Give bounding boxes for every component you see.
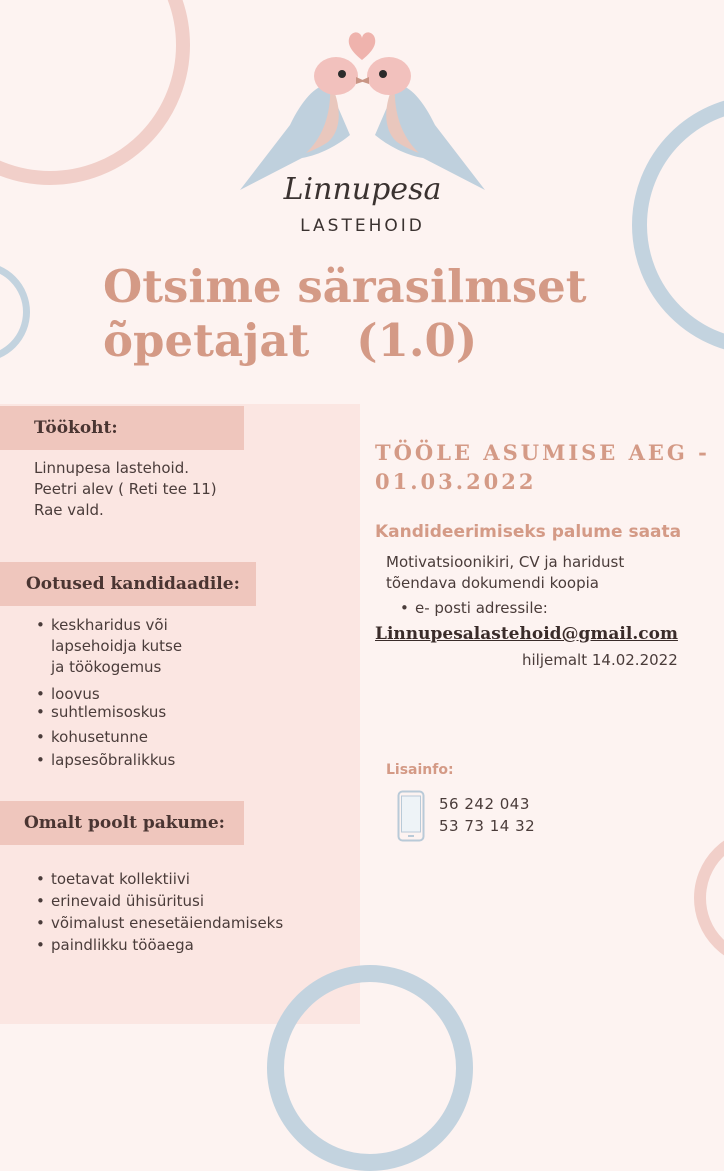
decorative-ring-left — [0, 262, 30, 362]
apply-bullet-list — [398, 598, 548, 619]
workplace-address — [34, 458, 217, 521]
list-item: • kohusetunne — [34, 727, 334, 748]
start-date-heading — [375, 438, 710, 496]
phone-numbers — [439, 793, 535, 837]
decorative-ring-top-left — [0, 0, 190, 185]
email-link[interactable]: Linnupesalastehoid@gmail.com — [375, 624, 678, 644]
list-item: • paindlikku tööaega — [34, 935, 334, 956]
info-label: Lisainfo: — [386, 762, 454, 778]
decorative-ring-bottom-right — [694, 828, 724, 968]
list-item: • loovus — [34, 684, 334, 705]
headline-line-1: Otsime särasilmset — [103, 260, 587, 313]
brand-name: Linnupesa — [283, 172, 442, 207]
phone-number-2: 53 73 14 32 — [439, 817, 536, 835]
list-item: • võimalust enesetäiendamiseks — [34, 913, 334, 934]
start-date-line-2: 01.03.2022 — [375, 469, 537, 494]
list-item: • suhtlemisoskus — [34, 702, 334, 723]
phone-number-1: 56 242 043 — [439, 795, 530, 813]
list-item: • toetavat kollektiivi — [34, 869, 334, 890]
list-item: • lapsesõbralikkus — [34, 750, 334, 771]
decorative-ring-bottom — [267, 965, 473, 1171]
apply-title: Kandideerimiseks palume saata — [375, 522, 682, 542]
offer-label: Omalt poolt pakume: — [0, 801, 244, 845]
phone-icon — [397, 790, 425, 842]
list-item: • erinevaid ühisüritusi — [34, 891, 334, 912]
list-item: • e- posti adressile: — [398, 598, 548, 619]
apply-line-2: tõendava dokumendi koopia — [386, 574, 599, 592]
workplace-label: Töökoht: — [0, 406, 244, 450]
apply-text — [386, 552, 624, 594]
apply-line-1: Motivatsioonikiri, CV ja haridust — [386, 553, 625, 571]
list-item: • keskharidus või lapsehoidja kutse ja töökogemus — [34, 615, 334, 678]
workplace-line-1: Linnupesa lastehoid. — [34, 459, 189, 477]
workplace-line-3: Rae vald. — [34, 501, 104, 519]
start-date-line-1: TÖÖLE ASUMISE AEG - — [375, 440, 710, 465]
decorative-ring-right — [632, 95, 724, 355]
application-deadline: hiljemalt 14.02.2022 — [522, 651, 678, 669]
workplace-line-2: Peetri alev ( Reti tee 11) — [34, 480, 217, 498]
expectations-label: Ootused kandidaadile: — [0, 562, 256, 606]
offer-list — [34, 869, 334, 956]
brand-subtitle: LASTEHOID — [300, 216, 425, 236]
expectations-list — [34, 615, 334, 771]
headline-line-2: õpetajat (1.0) — [103, 314, 478, 367]
